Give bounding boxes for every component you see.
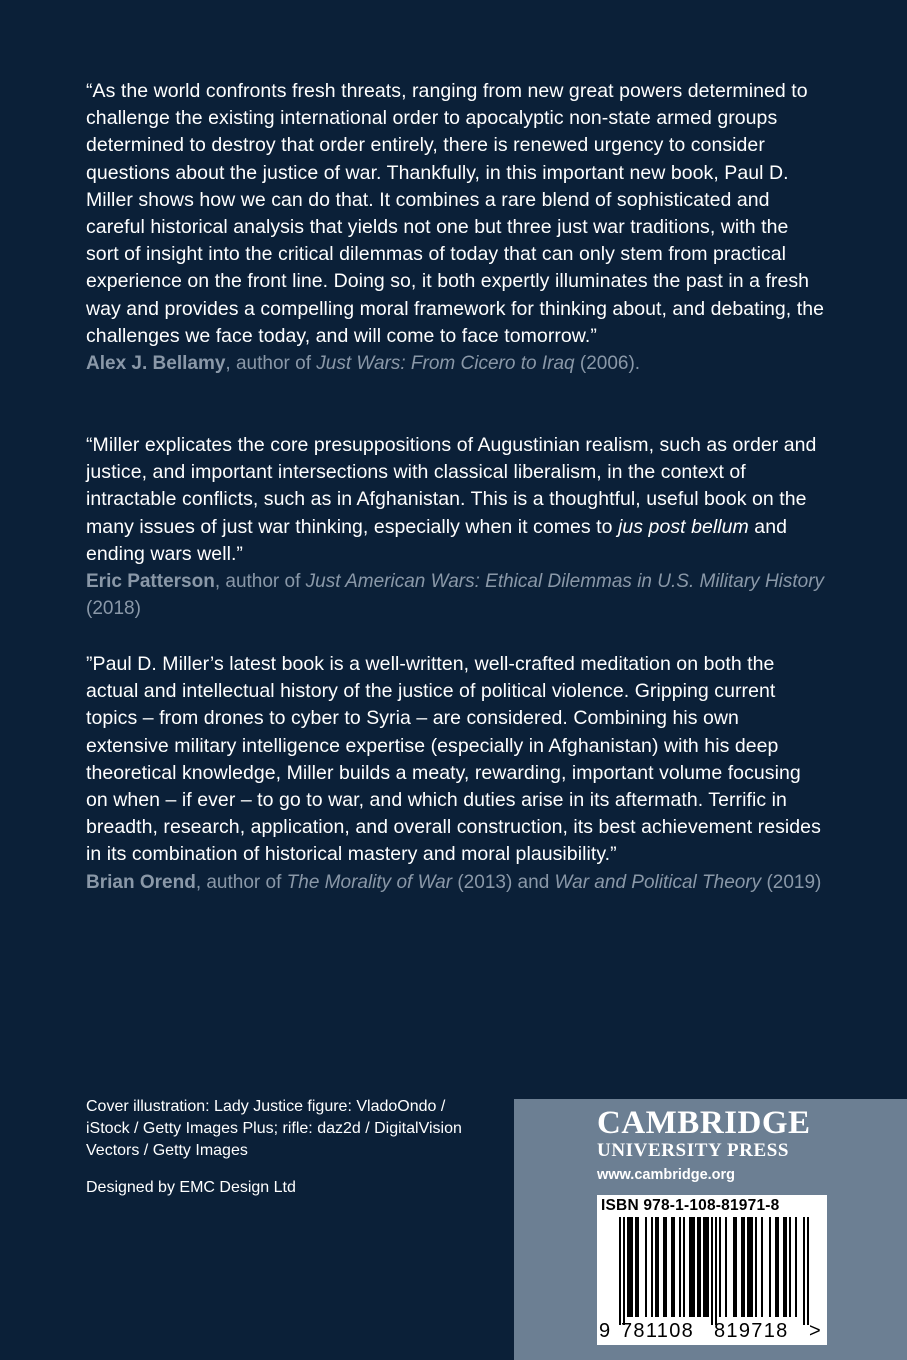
- barcode-quiet-zone-arrow: >: [809, 1320, 821, 1342]
- publisher-panel: [514, 1099, 907, 1360]
- barcode-guard-bar: [803, 1217, 805, 1325]
- endorsement-text: “As the world confronts fresh threats, ranging from new great powers determined to challenge the existing international order to apocalyptic non-state armed groups determined to destroy that order entirely, there is renewed urgency to consider questions about the justice of war. Thankfully, in this important new book, Paul D. Miller shows how we can do that. It combines a rare blend of sophisticated and careful historical analysis that yields not one but three just war traditions, with the sort of insight into the critical dilemmas of today that can only stem from practical experience on the front line. Doing so, it both expertly illuminates the past in a fresh way and provides a compelling moral framework for thinking about, and debating, the challenges we face today, and will come to face tomorrow.”: [86, 80, 824, 347]
- endorsement-author: Alex J. Bellamy: [86, 353, 226, 375]
- barcode-digit-group-2: 819718: [714, 1320, 789, 1342]
- barcode-bar: [631, 1217, 633, 1317]
- endorsement-text-part: and ending wars well.”: [86, 515, 787, 565]
- barcode-bar: [699, 1217, 701, 1317]
- barcode-bar: [707, 1217, 709, 1317]
- endorsement-text-part: “Miller explicates the core presuppositions of Augustinian realism, such as order and justice, and important intersections with classical liberalism, in the context of intractable conflicts, such as in Afghanistan. This is a thoughtful, useful book on the many issues of just war thinking, especially when it comes to: [86, 434, 817, 538]
- barcode-bar: [775, 1217, 777, 1317]
- barcode-guard-bar: [623, 1217, 625, 1325]
- barcode-digit-group-1: 781108: [621, 1320, 695, 1342]
- endorsement-author: Eric Patterson: [86, 571, 215, 593]
- endorsement-work: Just American Wars: Ethical Dilemmas in U.S. Military History: [305, 571, 825, 593]
- barcode-bar: [725, 1217, 727, 1317]
- barcode-guard-bar: [715, 1217, 717, 1325]
- barcode-bar: [683, 1217, 685, 1317]
- attribution-prefix: , author of: [214, 571, 306, 593]
- publisher-url: www.cambridge.org: [597, 1167, 736, 1183]
- barcode-bar: [789, 1217, 791, 1317]
- barcode-bar: [747, 1217, 749, 1317]
- barcode-bar: [691, 1217, 693, 1317]
- designer-credit: Designed by EMC Design Ltd: [86, 1179, 296, 1196]
- barcode-bar: [703, 1217, 705, 1317]
- barcode-bar: [777, 1217, 779, 1317]
- barcode-bar: [671, 1217, 673, 1317]
- barcode-guard-bar: [711, 1217, 713, 1325]
- isbn-label: ISBN 978-1-108-81971-8: [601, 1197, 780, 1214]
- attribution-year: (2006).: [574, 353, 641, 375]
- endorsement-text: [86, 432, 826, 568]
- barcode-bar: [629, 1217, 631, 1317]
- barcode-bar: [755, 1217, 757, 1317]
- barcode-bar: [741, 1217, 743, 1317]
- attribution-year: (2018): [86, 598, 141, 620]
- barcode-bar: [719, 1217, 721, 1317]
- barcode-bar: [735, 1217, 737, 1317]
- barcode-bar: [697, 1217, 699, 1317]
- barcode-bar: [783, 1217, 785, 1317]
- endorsement-work-2: War and Political Theory: [554, 871, 762, 893]
- endorsement-author: Brian Orend: [86, 871, 196, 893]
- barcode-bar: [635, 1217, 637, 1317]
- barcode-bar: [689, 1217, 691, 1317]
- attribution-mid: (2013) and: [452, 871, 555, 893]
- barcode-guard-bar: [807, 1217, 809, 1325]
- barcode-bar: [761, 1217, 763, 1317]
- attribution-prefix: , author of: [225, 353, 317, 375]
- publisher-name: CAMBRIDGE: [597, 1105, 811, 1141]
- barcode-bar: [679, 1217, 681, 1317]
- barcode-bar: [693, 1217, 695, 1317]
- endorsement-text-italic: jus post bellum: [618, 515, 749, 538]
- endorsement-orend: [86, 651, 826, 896]
- endorsement-work: The Morality of War: [286, 871, 453, 893]
- endorsement-attribution: [86, 869, 826, 896]
- barcode-bar: [785, 1217, 787, 1317]
- barcode-bar: [637, 1217, 639, 1317]
- barcode-bar: [655, 1217, 657, 1317]
- endorsement-patterson: [86, 432, 826, 622]
- endorsement-attribution: [86, 350, 826, 377]
- attribution-year: (2019): [761, 871, 822, 893]
- endorsement-attribution: [86, 568, 826, 622]
- endorsement-work: Just Wars: From Cicero to Iraq: [316, 353, 575, 375]
- barcode-bar: [665, 1217, 667, 1317]
- barcode-bar: [645, 1217, 647, 1317]
- barcode-bar: [657, 1217, 659, 1317]
- barcode-bar: [663, 1217, 665, 1317]
- endorsement-bellamy: [86, 78, 826, 377]
- barcode-digit-first: 9: [599, 1320, 611, 1342]
- barcode-bar: [651, 1217, 653, 1317]
- barcode-bar: [705, 1217, 707, 1317]
- barcode-guard-bar: [619, 1217, 621, 1325]
- barcode: [597, 1195, 827, 1345]
- barcode-bar: [743, 1217, 745, 1317]
- barcode-bar: [769, 1217, 771, 1317]
- attribution-prefix: , author of: [195, 871, 287, 893]
- barcode-bar: [749, 1217, 751, 1317]
- publisher-subname: UNIVERSITY PRESS: [597, 1140, 790, 1161]
- endorsement-text: ”Paul D. Miller’s latest book is a well-written, well-crafted meditation on both the actual and intellectual history of the justice of political violence. Gripping current topics – from drones to cyber to Syria – are considered. Combining his own extensive military intelligence expertise (especially in Afghanistan) with his deep theoretical knowledge, Miller builds a meaty, rewarding, important volume focusing on when – if ever – to go to war, and which duties arise in its aftermath. Terrific in breadth, research, application, and overall construction, its best achievement resides in its combination of historical mastery and moral plausibility.”: [86, 653, 821, 866]
- barcode-bar: [673, 1217, 675, 1317]
- barcode-bar: [627, 1217, 629, 1317]
- cover-illustration-credit: Cover illustration: Lady Justice figure: VladoOndo / iStock / Getty Images Plus; rifle: daz2d / DigitalVision Vectors / Getty Images: [86, 1098, 462, 1159]
- barcode-bar: [795, 1217, 797, 1317]
- barcode-bar: [733, 1217, 735, 1317]
- barcode-bar: [751, 1217, 753, 1317]
